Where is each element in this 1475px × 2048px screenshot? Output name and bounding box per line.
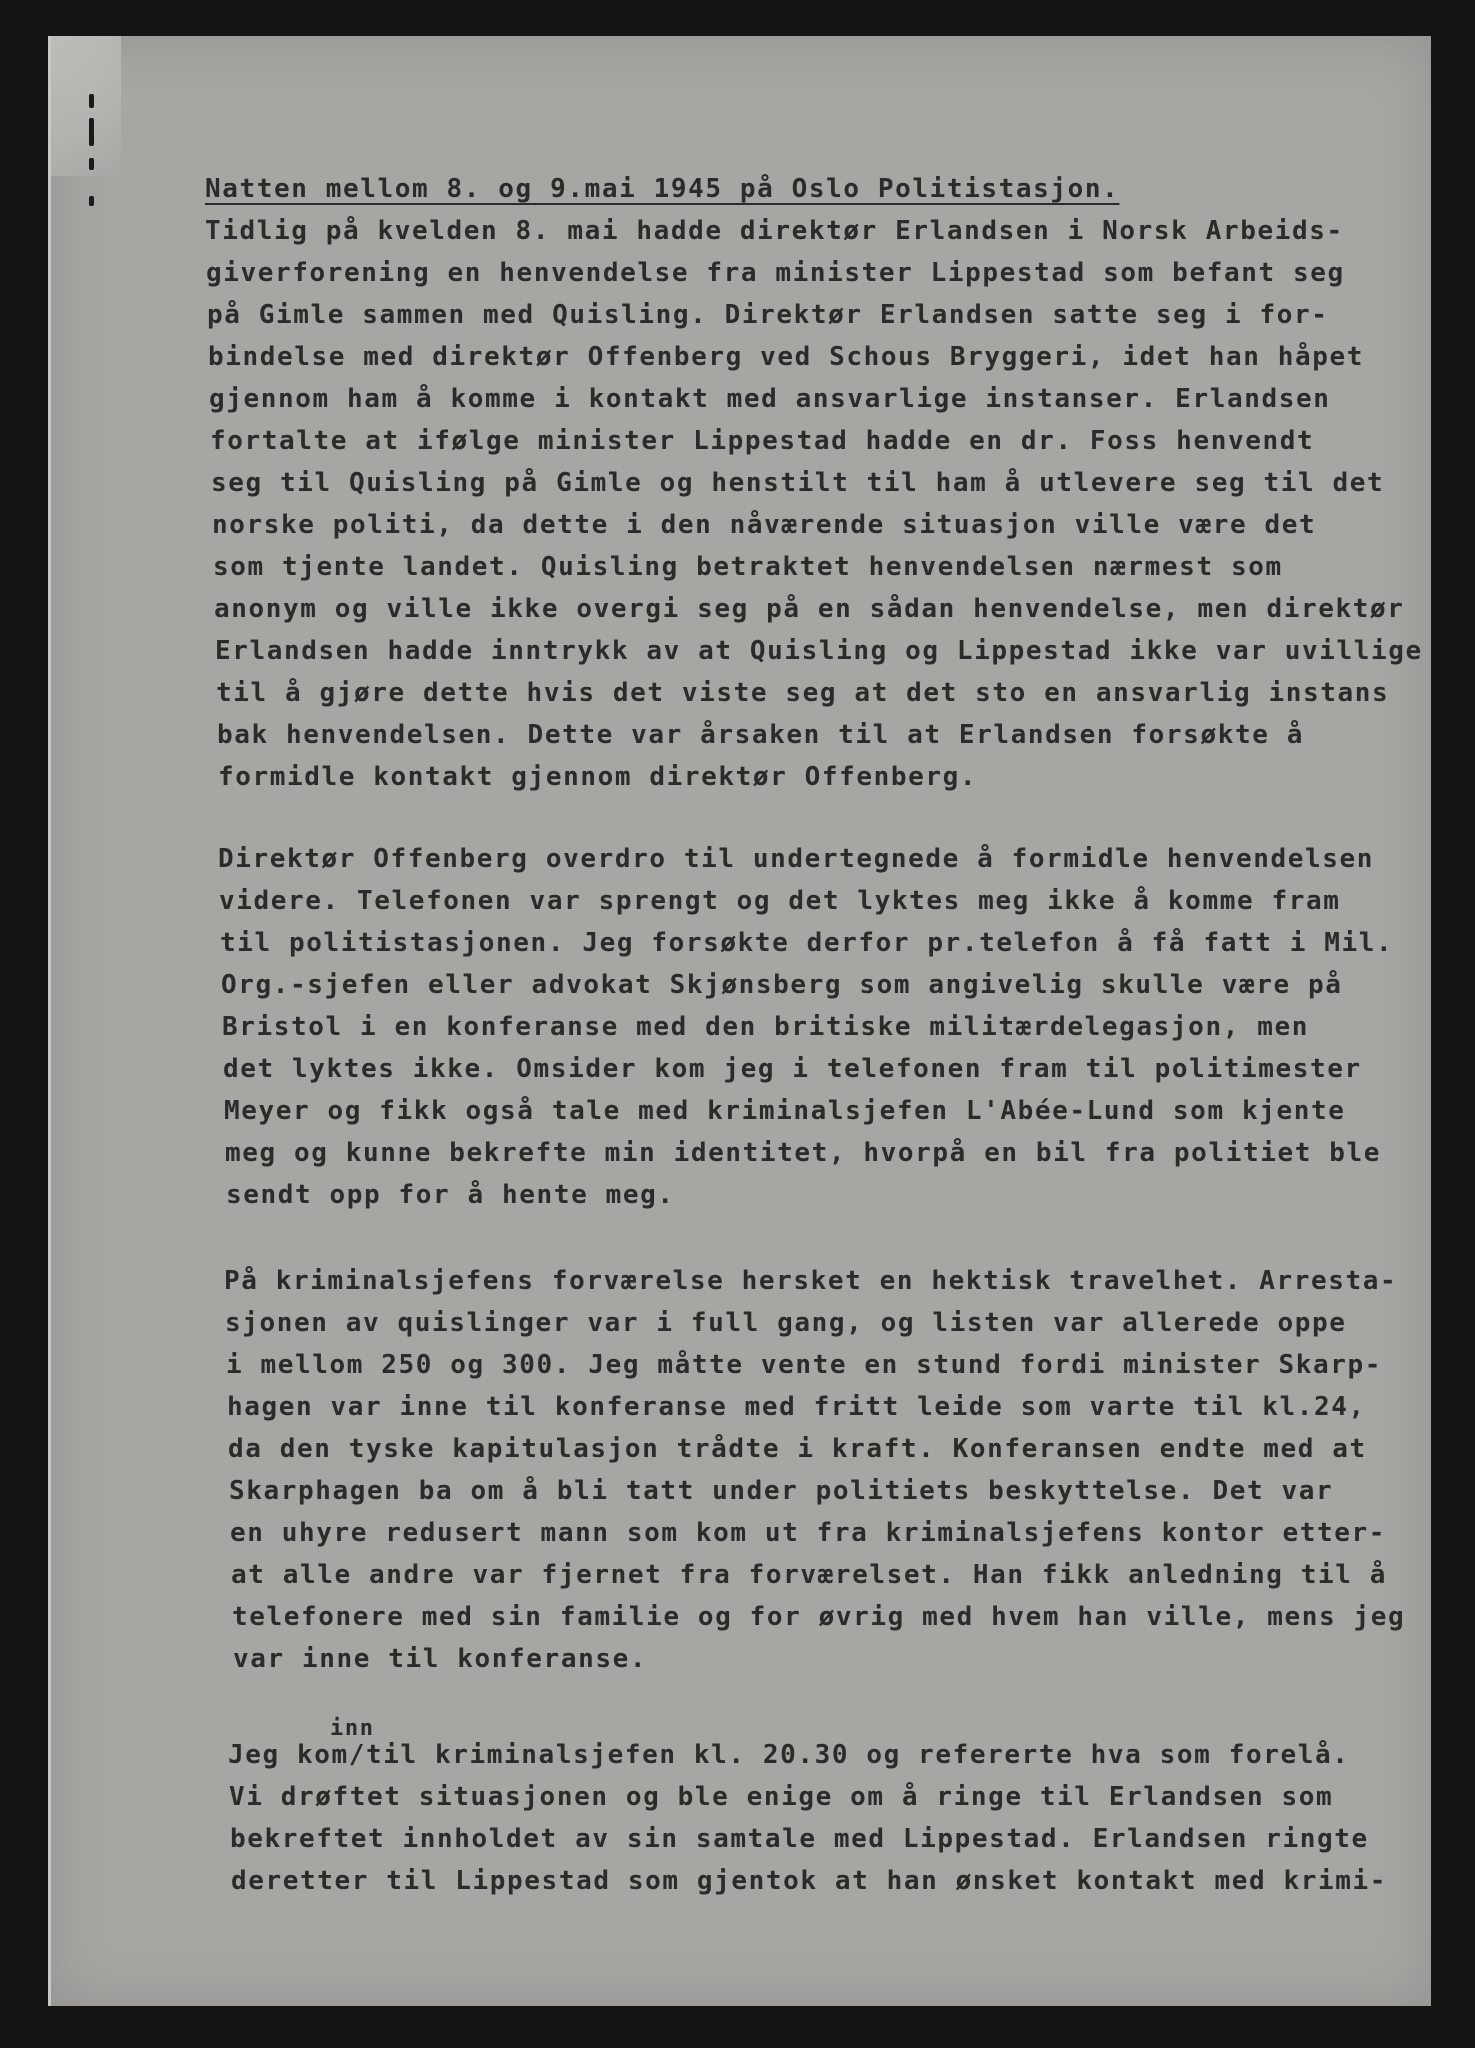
- text-line: videre. Telefonen var sprengt og det lyktes meg ikke å komme fram: [219, 886, 1341, 916]
- text-line: norske politi, da dette i den nåværende situasjon ville være det: [212, 510, 1317, 540]
- text-line: På kriminalsjefens forværelse hersket en hektisk travelhet. Arresta-: [224, 1266, 1398, 1296]
- document-title: Natten mellom 8. og 9.mai 1945 på Oslo Politistasjon.: [205, 174, 1120, 204]
- text-line: Meyer og fikk også tale med kriminalsjefen L'Abée-Lund som kjente: [224, 1096, 1346, 1126]
- text-line: Org.-sjefen eller advokat Skjønsberg som angivelig skulle være på: [221, 970, 1343, 1000]
- text-line: Bristol i en konferanse med den britiske militærdelegasjon, men: [222, 1012, 1309, 1042]
- text-line: deretter til Lippestad som gjentok at han ønsket kontakt med krimi-: [231, 1866, 1387, 1896]
- text-line: da den tyske kapitulasjon trådte i kraft. Konferansen endte med at: [228, 1434, 1367, 1464]
- text-line: hagen var inne til konferanse med fritt leide som varte til kl.24,: [227, 1392, 1366, 1422]
- text-line: sendt opp for å hente meg.: [226, 1180, 675, 1210]
- text-line: var inne til konferanse.: [233, 1644, 648, 1674]
- text-line: på Gimle sammen med Quisling. Direktør Erlandsen satte seg i for-: [207, 300, 1329, 330]
- text-line: Erlandsen hadde inntrykk av at Quisling og Lippestad ikke var uvillige: [215, 636, 1423, 666]
- text-line: Direktør Offenberg overdro til undertegnede å formidle henvendelsen: [218, 844, 1374, 874]
- handwritten-insertion: inn: [330, 1716, 375, 1741]
- text-line: anonym og ville ikke overgi seg på en sådan henvendelse, men direktør: [214, 594, 1405, 624]
- text-line: bindelse med direktør Offenberg ved Schous Bryggeri, idet han håpet: [208, 342, 1364, 372]
- text-line: til å gjøre dette hvis det viste seg at det sto en ansvarlig instans: [216, 678, 1390, 708]
- text-line: telefonere med sin familie og for øvrig med hvem han ville, mens jeg: [232, 1602, 1406, 1632]
- text-line: som tjente landet. Quisling betraktet henvendelsen nærmest som: [213, 552, 1283, 582]
- text-line: seg til Quisling på Gimle og henstilt til ham å utlevere seg til det: [211, 468, 1385, 498]
- text-line: meg og kunne bekrefte min identitet, hvorpå en bil fra politiet ble: [225, 1138, 1381, 1168]
- text-line: Vi drøftet situasjonen og ble enige om å ringe til Erlandsen som: [229, 1782, 1334, 1812]
- text-line: at alle andre var fjernet fra forværelset. Han fikk anledning til å: [231, 1560, 1387, 1590]
- text-line: Jeg kom/til kriminalsjefen kl. 20.30 og refererte hva som forelå.: [228, 1740, 1350, 1770]
- text-line: det lyktes ikke. Omsider kom jeg i telefonen fram til politimester: [223, 1054, 1362, 1084]
- text-line: formidle kontakt gjennom direktør Offenberg.: [218, 762, 978, 792]
- text-line: Tidlig på kvelden 8. mai hadde direktør Erlandsen i Norsk Arbeids-: [205, 216, 1344, 246]
- text-line: giverforening en henvendelse fra minister Lippestad som befant seg: [206, 258, 1345, 288]
- text-line: Skarphagen ba om å bli tatt under politiets beskyttelse. Det var: [229, 1476, 1334, 1506]
- text-line: bak henvendelsen. Dette var årsaken til at Erlandsen forsøkte å: [217, 720, 1304, 750]
- text-line: i mellom 250 og 300. Jeg måtte vente en stund fordi minister Skarp-: [226, 1350, 1382, 1380]
- text-line: fortalte at ifølge minister Lippestad hadde en dr. Foss henvendt: [210, 426, 1315, 456]
- text-line: bekreftet innholdet av sin samtale med Lippestad. Erlandsen ringte: [230, 1824, 1369, 1854]
- text-line: sjonen av quislinger var i full gang, og listen var allerede oppe: [225, 1308, 1347, 1338]
- text-line: gjennom ham å komme i kontakt med ansvarlige instanser. Erlandsen: [209, 384, 1331, 414]
- text-line: til politistasjonen. Jeg forsøkte derfor pr.telefon å få fatt i Mil.: [220, 928, 1394, 958]
- text-line: en uhyre redusert mann som kom ut fra kriminalsjefens kontor etter-: [230, 1518, 1386, 1548]
